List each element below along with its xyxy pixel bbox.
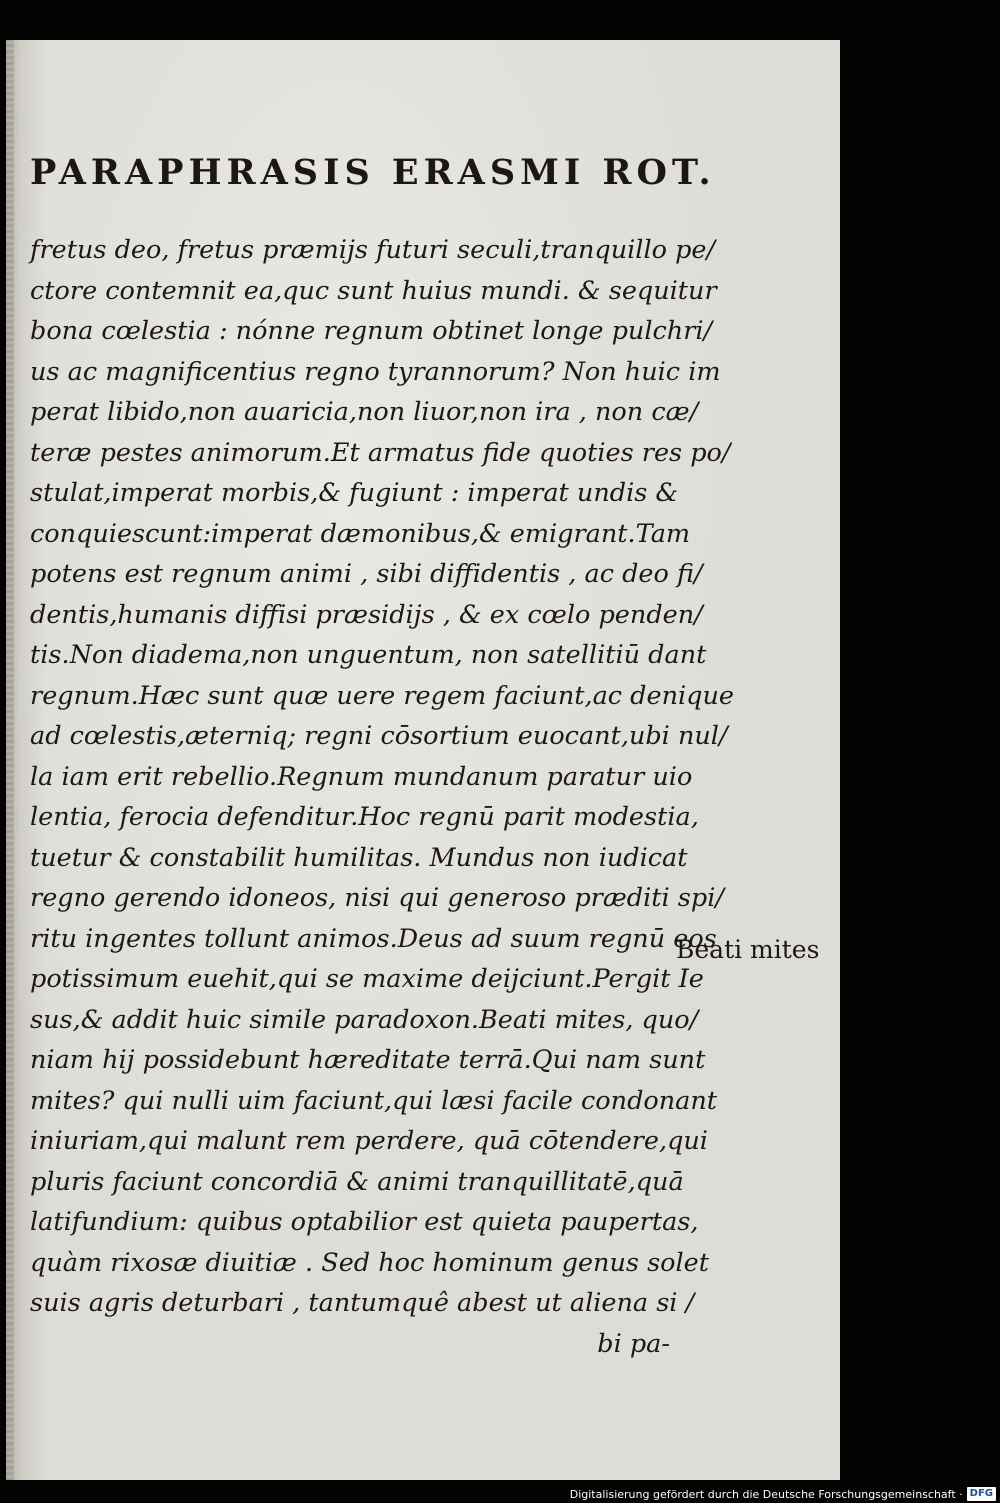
body-text (30, 230, 735, 1364)
text-line: la iam erit rebellio.Regnum mundanum paratur uio (30, 761, 693, 792)
text-line: ctore contemnit ea,quc sunt huius mundi. & sequitur (30, 275, 717, 306)
text-line: bona cœlestia : nónne regnum obtinet longe pulchri/ (30, 316, 713, 346)
text-line: pluris faciunt concordiā & animi tranquillitatē,quā (30, 1166, 684, 1197)
text-line: regno gerendo idoneos, nisi qui generoso præditi spi/ (30, 883, 724, 913)
text-line: stulat,imperat morbis,& fugiunt : imperat undis & (30, 478, 679, 508)
running-head: PARAPHRASIS ERASMI ROT. (30, 152, 716, 193)
text-line: teræ pestes animorum.Et armatus fide quoties res po/ (30, 437, 731, 468)
text-line: potissimum euehit,qui se maxime deijciunt.Pergit Ie (30, 964, 704, 994)
page-edge-shadow (6, 40, 14, 1480)
text-line: latifundium: quibus optabilior est quieta paupertas, (30, 1207, 699, 1237)
text-line: ad cœlestis,æterniq; regni cōsortium euocant,ubi nul/ (30, 721, 728, 751)
text-line: iniuriam,qui malunt rem perdere, quā cōtendere,qui (30, 1126, 708, 1156)
text-line: dentis,humanis diffisi præsidijs , & ex cœlo penden/ (30, 599, 703, 630)
text-line: quàm rixosæ diuitiæ . Sed hoc hominum genus solet (30, 1247, 709, 1278)
book-page (6, 40, 840, 1480)
text-line: regnum.Hæc sunt quæ uere regem faciunt,ac denique (30, 680, 735, 711)
text-line: conquiescunt:imperat dæmonibus,& emigrant.Tam (30, 518, 691, 549)
text-line: lentia, ferocia defenditur.Hoc regnū parit modestia, (30, 802, 699, 832)
text-line: us ac magnificentius regno tyrannorum? Non huic im (30, 356, 721, 387)
text-line: mites? qui nulli uim faciunt,qui læsi facile condonant (30, 1085, 718, 1116)
catchword: bi pa- (597, 1328, 670, 1359)
text-line: tis.Non diadema,non unguentum, non satellitiū dant (30, 640, 707, 670)
text-line: niam hij possidebunt hæreditate terrā.Qui nam sunt (30, 1045, 706, 1075)
text-line: perat libido,non auaricia,non liuor,non ira , non cæ/ (30, 397, 699, 427)
text-line: tuetur & constabilit humilitas. Mundus non iudicat (30, 842, 688, 873)
funding-credit: Digitalisierung gefördert durch die Deutsche Forschungsgemeinschaft · (569, 1487, 963, 1501)
text-line: sus,& addit huic simile paradoxon.Beati mites, quo/ (30, 1004, 699, 1035)
text-line: fretus deo, fretus præmijs futuri seculi,tranquillo pe/ (30, 235, 716, 265)
footer (570, 1487, 996, 1501)
marginal-note: Beati mites (676, 935, 820, 964)
text-line: potens est regnum animi , sibi diffidentis , ac deo fi/ (30, 559, 703, 589)
dfg-logo: DFG (967, 1487, 996, 1501)
text-line: suis agris deturbari , tantumquê abest ut aliena si / (30, 1288, 695, 1318)
text-line: ritu ingentes tollunt animos.Deus ad suum regnū eos (30, 923, 717, 954)
